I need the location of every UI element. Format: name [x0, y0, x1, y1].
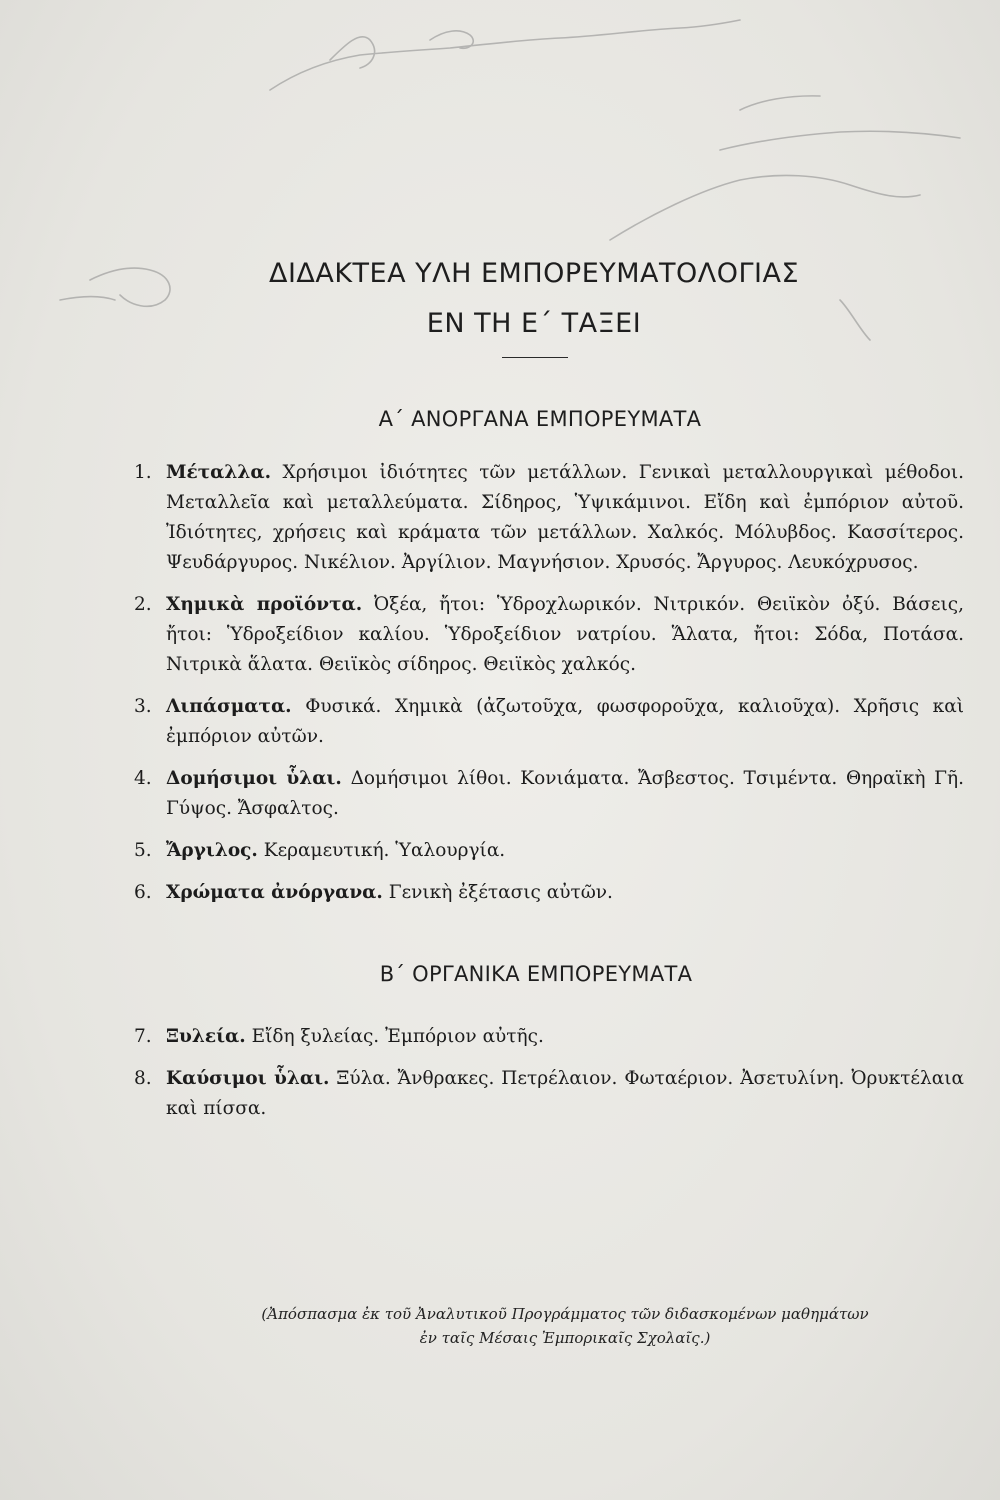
item-number: 7. — [134, 1026, 152, 1047]
item-heading: Μέταλλα. — [166, 462, 272, 483]
item-number: 8. — [134, 1068, 152, 1089]
item-heading: Δομήσιμοι ὗλαι. — [166, 768, 342, 789]
list-item — [134, 590, 964, 680]
section-b-heading: Β΄ ΟΡΓΑΝΙΚΑ ΕΜΠΟΡΕΥΜΑΤΑ — [379, 962, 693, 986]
list-item — [134, 1022, 964, 1052]
document-title-line-2: ΕΝ ΤΗ Ε΄ ΤΑΞΕΙ — [426, 308, 642, 339]
section-a-list — [134, 458, 964, 920]
list-item — [134, 878, 964, 908]
item-text: Ξύλα. Ἄνθρακες. Πετρέλαιον. Φωταέριον. Ἀσετυλίνη. Ὀρυκτέλαια καὶ πίσσα. — [166, 1068, 964, 1119]
item-number: 5. — [134, 840, 152, 861]
handwritten-scribble — [0, 0, 1000, 420]
item-text: Γενικὴ ἐξέτασις αὐτῶν. — [388, 882, 613, 903]
title-divider — [502, 357, 568, 358]
list-item — [134, 692, 964, 752]
item-number: 3. — [134, 696, 152, 717]
document-title-line-1: ΔΙΔΑΚΤΕΑ ΥΛΗ ΕΜΠΟΡΕΥΜΑΤΟΛΟΓΙΑΣ — [268, 258, 800, 289]
item-heading: Ξυλεία. — [166, 1026, 246, 1047]
item-text: Κεραμευτική. Ὑαλουργία. — [263, 840, 506, 861]
item-heading: Χρώματα ἀνόργανα. — [166, 882, 383, 903]
list-item — [134, 764, 964, 824]
item-heading: Καύσιμοι ὗλαι. — [166, 1068, 330, 1089]
list-item — [134, 836, 964, 866]
item-heading: Λιπάσματα. — [166, 696, 292, 717]
section-a-heading: Α΄ ΑΝΟΡΓΑΝΑ ΕΜΠΟΡΕΥΜΑΤΑ — [378, 407, 702, 431]
footnote-line-2: ἐν ταῖς Μέσαις Ἐμπορικαῖς Σχολαῖς.) — [419, 1329, 711, 1347]
item-heading: Ἄργιλος. — [166, 840, 258, 861]
item-text: Ὀξέα, ἤτοι: Ὑδροχλωρικόν. Νιτρικόν. Θειϊκὸν ὀξύ. Βάσεις, ἤτοι: Ὑδροξείδιον καλίου. Ὑδροξείδιον νατρίου. Ἅλατα, ἤτοι: Σόδα, Ποτάσα. Νιτρικὰ ἅλατα. Θειϊκὸς σίδηρος. Θειϊκὸς χαλκός. — [166, 594, 964, 675]
list-item — [134, 458, 964, 578]
section-b-list — [134, 1022, 964, 1136]
footnote-line-1: (Ἀπόσπασμα ἐκ τοῦ Ἀναλυτικοῦ Προγράμματος τῶν διδασκομένων μαθημάτων — [261, 1305, 869, 1323]
list-item — [134, 1064, 964, 1124]
item-number: 1. — [134, 462, 152, 483]
item-number: 6. — [134, 882, 152, 903]
item-text: Φυσικά. Χημικὰ (ἀζωτοῦχα, φωσφοροῦχα, καλιοῦχα). Χρῆσις καὶ ἐμπόριον αὐτῶν. — [166, 696, 964, 747]
item-text: Δομήσιμοι λίθοι. Κονιάματα. Ἄσβεστος. Τσιμέντα. Θηραϊκὴ Γῆ. Γύψος. Ἄσφαλτος. — [166, 768, 964, 819]
footnote — [205, 1302, 925, 1350]
item-number: 2. — [134, 594, 152, 615]
item-text: Χρήσιμοι ἰδιότητες τῶν μετάλλων. Γενικαὶ μεταλλουργικαὶ μέθοδοι. Μεταλλεῖα καὶ μεταλλεύματα. Σίδηρος, Ὑψικάμινοι. Εἴδη καὶ ἐμπόριον αὐτοῦ. Ἰδιότητες, χρήσεις καὶ κράματα τῶν μετάλλων. Χαλκός. Μόλυβδος. Κασσίτερος. Ψευδάργυρος. Νικέλιον. Ἀργίλιον. Μαγνήσιον. Χρυσός. Ἄργυρος. Λευκόχρυσος. — [166, 462, 964, 573]
item-number: 4. — [134, 768, 152, 789]
item-text: Εἴδη ξυλείας. Ἐμπόριον αὐτῆς. — [251, 1026, 544, 1047]
item-heading: Χημικὰ προϊόντα. — [166, 594, 363, 615]
